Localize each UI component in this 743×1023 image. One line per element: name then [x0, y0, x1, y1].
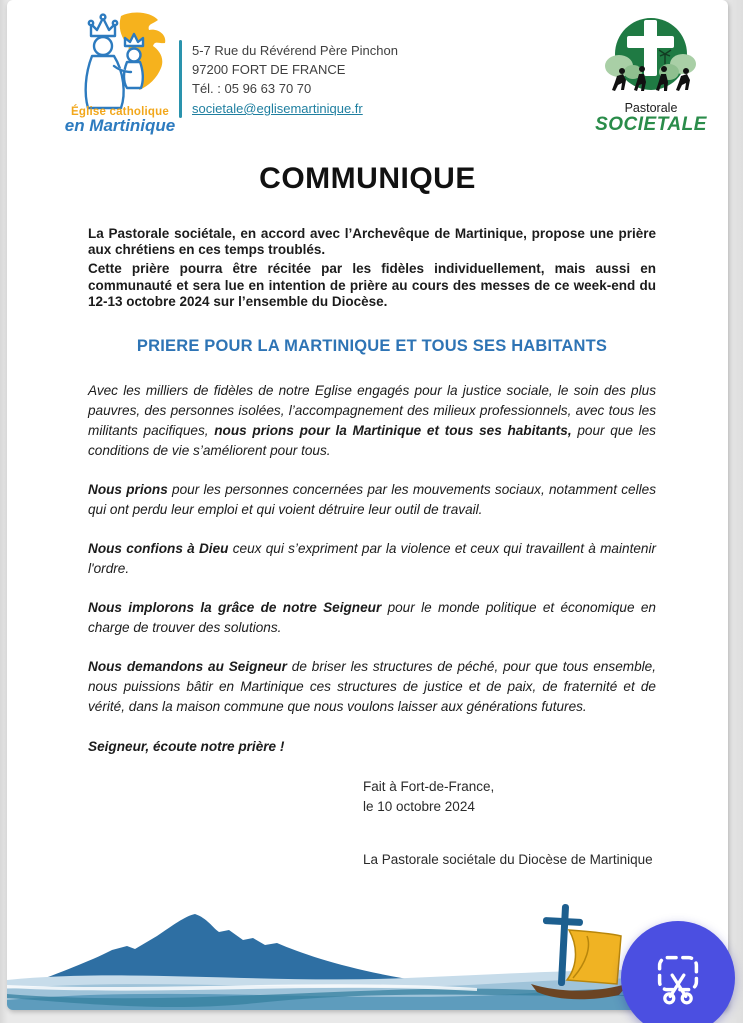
prayer-paragraph: Avec les milliers de fidèles de notre Eglise engagés pour la justice sociale, le soin des plus pauvres, des personnes isolées, l’accompagnement des milieux professionnels, avec tous les militants pacifiques, nous prions pour la Martinique et tous ses habitants, pour que les conditions de vie s’améliorent pour tous.: [88, 383, 656, 459]
contact-block: [179, 40, 398, 118]
logo-text-martinique: en Martinique: [64, 116, 176, 135]
prayer-heading: PRIERE POUR LA MARTINIQUE ET TOUS SES HABITANTS: [136, 337, 608, 356]
document-title: COMMUNIQUE: [259, 162, 476, 195]
place-line: Fait à Fort-de-France,: [363, 779, 495, 795]
logo-text-pastorale: Pastorale: [624, 101, 678, 115]
eglise-catholique-martinique-logo: [55, 10, 185, 136]
mountain-sea-sailboat-illustration: [7, 888, 728, 1010]
prayer-paragraph: Nous demandons au Seigneur de briser les structures de péché, pour que tous ensemble, nous puissions bâtir en Martinique ces structures de justice et de paix, de fraternité et de vérité, dans la maison commune que nous voulons laisser aux générations futures.: [88, 659, 656, 715]
prayer-paragraph: Nous prions pour les personnes concernées par les mouvements sociaux, notamment celles qui ont perdu leur emploi et qui voient détruire leur outil de travail.: [88, 482, 656, 518]
address-line-1: 5-7 Rue du Révérend Père Pinchon: [192, 43, 398, 58]
place-date-block: [363, 777, 656, 817]
document-body: [88, 226, 656, 867]
address-line-2: 97200 FORT DE FRANCE: [192, 62, 346, 77]
intro-paragraph: La Pastorale sociétale, en accord avec l’Archevêque de Martinique, propose une prière aux chrétiens en ces temps troublés.: [88, 226, 656, 258]
cross-and-people-icon: [603, 14, 699, 100]
scissors-screenshot-icon: [647, 947, 709, 1009]
prayer-paragraph: Nous confions à Dieu ceux qui s’expriment par la violence et ceux qui travaillent à maintenir l'ordre.: [88, 541, 657, 577]
screenshot-crop-button[interactable]: [621, 921, 735, 1023]
phone-number: Tél. : 05 96 63 70 70: [192, 81, 312, 96]
intro-block: [88, 226, 656, 310]
email-link[interactable]: societale@eglisemartinique.fr: [192, 101, 363, 116]
logo-text-societale: SOCIETALE: [595, 114, 707, 135]
prayer-block: [88, 381, 656, 717]
pastorale-societale-logo: [592, 14, 710, 136]
prayer-paragraph: Nous implorons la grâce de notre Seigneur pour le monde politique et économique en charge de trouver des solutions.: [88, 600, 656, 636]
logo-text-eglise: Église catholique: [71, 106, 169, 118]
date-line: le 10 octobre 2024: [363, 799, 475, 815]
closing-line: Seigneur, écoute notre prière !: [88, 739, 285, 755]
document-header: [7, 0, 728, 138]
document-page: [7, 0, 728, 1010]
vertical-divider: [179, 40, 182, 118]
intro-paragraph: Cette prière pourra être récitée par les fidèles individuellement, mais aussi en communauté et sera lue en intention de prière au cours des messes de ce week-end du 12-13 octobre 2024 sur l’ensemble du Diocèse.: [88, 261, 656, 309]
footer-artwork: [7, 888, 728, 1010]
signature-line: La Pastorale sociétale du Diocèse de Martinique: [363, 852, 653, 868]
